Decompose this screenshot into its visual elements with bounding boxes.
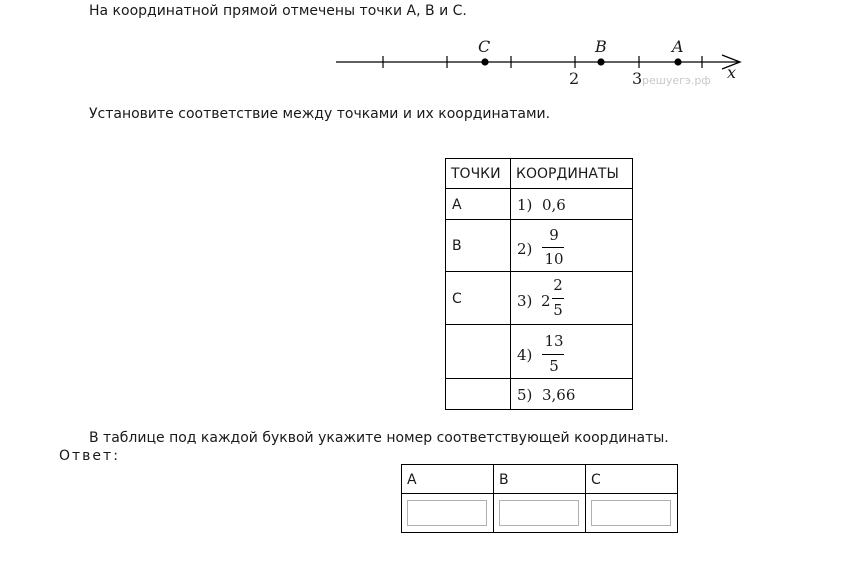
point-cell-a: A — [445, 188, 511, 220]
answer-header-c: C — [585, 464, 678, 494]
point-cell-empty-1 — [445, 324, 511, 379]
answer-label: Ответ: — [59, 448, 120, 464]
answer-instruction: В таблице под каждой буквой укажите номер соответствующей координаты. — [89, 430, 669, 446]
header-points: ТОЧКИ — [445, 158, 511, 189]
number-line — [0, 0, 866, 100]
point-a-label: A — [672, 37, 684, 56]
tick-label-2: 2 — [569, 69, 580, 88]
point-cell-c: C — [445, 271, 511, 325]
point-cell-empty-2 — [445, 378, 511, 410]
option-1: 1) 0,6 — [510, 188, 633, 220]
intro-text: На координатной прямой отмечены точки A, B и C. — [89, 3, 467, 19]
point-b-dot — [597, 58, 604, 65]
tick-label-3: 3 — [632, 69, 643, 88]
point-c-label: C — [478, 37, 491, 56]
answer-input-a[interactable] — [407, 500, 487, 526]
point-b-label: B — [595, 37, 607, 56]
answer-header-a: A — [401, 464, 494, 494]
answer-header-b: B — [493, 464, 586, 494]
answer-cell-c — [585, 493, 678, 533]
point-a-dot — [674, 58, 681, 65]
answer-cell-a — [401, 493, 494, 533]
axis-label-x: x — [727, 63, 737, 82]
option-3: 3) 2 2 5 — [510, 271, 633, 325]
header-coordinates: КООРДИНАТЫ — [510, 158, 633, 189]
watermark: решуегэ.рф — [642, 74, 711, 87]
answer-input-b[interactable] — [499, 500, 579, 526]
answer-cell-b — [493, 493, 586, 533]
point-c-dot — [481, 58, 488, 65]
option-4: 4) 13 5 — [510, 324, 633, 379]
instruction-text: Установите соответствие между точками и их координатами. — [89, 106, 551, 122]
answer-input-c[interactable] — [591, 500, 671, 526]
point-cell-b: B — [445, 219, 511, 272]
option-5: 5) 3,66 — [510, 378, 633, 410]
option-2: 2) 9 10 — [510, 219, 633, 272]
